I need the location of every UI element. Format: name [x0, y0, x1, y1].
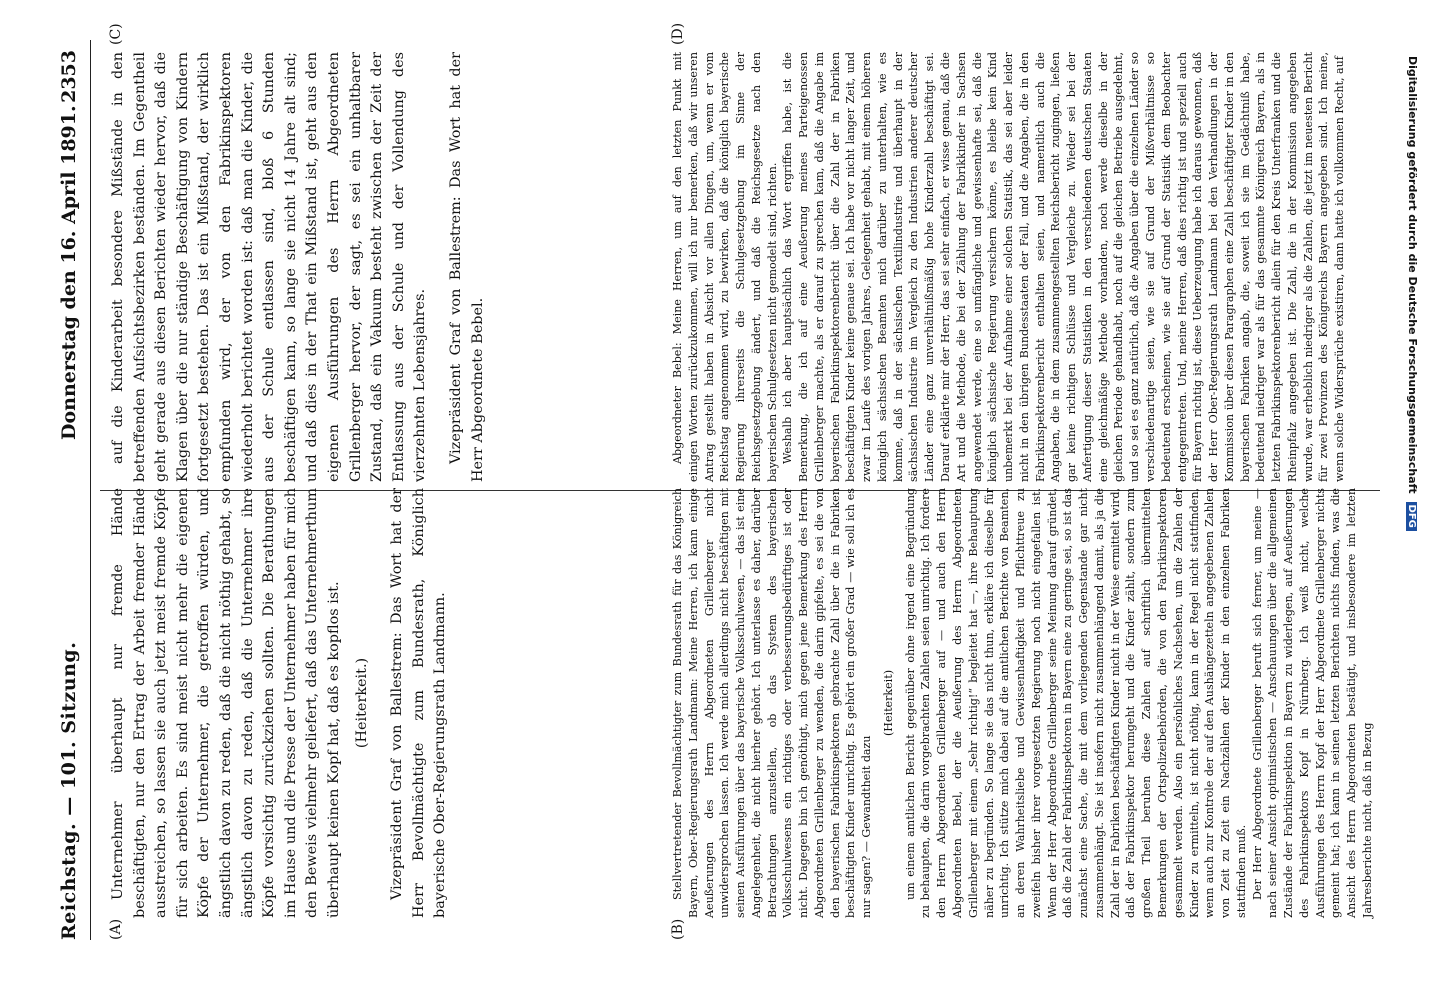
- dfg-logo: DFG: [1406, 502, 1417, 531]
- dfg-credit-text: Digitalisierung gefördert durch die Deutsche Forschungsgemeinschaft: [1406, 56, 1419, 494]
- column-left-bottom: [670, 488, 1376, 918]
- header-rule: [90, 40, 91, 940]
- column-left-top: [108, 488, 452, 918]
- column-right-bottom: [670, 52, 1348, 482]
- paragraph: Stellvertretender Bevollmächtigter zum Bundesrath für das Königreich Bayern, Ober-Regierungsrath Landmann: Meine Herren, ich kann einige Aeußerungen des Herrn Abgeordneten Grillenberger nicht unwidersprochen lassen. Ich werde mich allerdings nicht beschäftigen mit seinen Ausführungen über das bayerische Volksschulwesen, — das ist eine Angelegenheit, die nicht hierher gehört. Ich unterlasse es daher, darüber Betrachtungen anzustellen, ob das System des bayerischen Volksschulwesens ein richtiges oder verbesserungsbedürftiges ist oder nicht. Dagegen bin ich genöthigt, mich gegen jene Bemerkung des Herrn Abgeordneten Grillenberger zu wenden, die darin gipfelte, es sei die von den bayerischen Fabrikinspektoren gebrachte Zahl über die in Fabriken beschäftigten Kinder unrichtig. Es gehört ein großer Grad — wie soll ich es nur sagen? — Gewandtheit dazu: [671, 488, 874, 918]
- margin-mark-b: (B): [670, 918, 686, 940]
- paragraph: Vizepräsident Graf von Ballestrem: Das Wort hat der Herr Bevollmächtigte zum Bundesrath, Königlich bayerische Ober-Regierungsrath Landmann.: [389, 488, 449, 918]
- paragraph: auf die Kinderarbeit besondere Mißstände in den betreffenden Aufsichtsbezirken beständen. Im Gegentheil geht gerade aus diesen Berichten wieder hervor, daß die Klagen über die nur ständige Beschäftigung von Kindern fortgesetzt bestehen. Das ist ein Mißstand, der wirklich empfunden wird, der von den Fabrikinspektoren wiederholt berichtet worden ist: daß man die Kinder, die aus der Schule entlassen sind, bloß 6 Stunden beschäftigen kann, so lange sie nicht 14 Jahre alt sind; und daß dies in der That ein Mißstand ist, geht aus den eigenen Ausführungen des Herrn Abgeordneten Grillenberger hervor, der sagt, es sei ein unhaltbarer Zustand, daß ein Vakuum besteht zwischen der Zeit der Entlassung aus der Schule und der Vollendung des vierzehnten Lebensjahres.: [110, 52, 429, 482]
- paragraph: Abgeordneter Bebel: Meine Herren, um auf den letzten Punkt mit einigen Worten zurückzukommen, will ich nur bemerken, daß wir unseren Antrag gestellt haben in Absicht vor allen Dingen, um, wenn er vom Reichstag angenommen wird, zu bewirken, daß die königlich bayerische Regierung ihrerseits die Schulgesetzgebung im Sinne der Reichsgesetzgebung ändert, und daß die Reichsgesetze nach den bayerischen Schulgesetzen nicht gemodelt sind, richten.: [671, 52, 779, 482]
- interjection: (Heiterkeit): [881, 669, 895, 737]
- paragraph: Der Herr Abgeordnete Grillenberger beruft sich ferner, um meine — nach seiner Ansicht optimistischen — Anschauungen über die allgemeinen Zustände der Fabrikinspektion in Bayern zu widerlegen, auf Aeußerungen des Fabrikinspektors Kopf in Nürnberg. Ich weiß nicht, welche Ausführungen des Herrn Kopf der Herr Abgeordnete Grillenberger nichts gemeint hat; ich kann in seinen letzten Berichten nichts finden, was die Ansicht des Herrn Abgeordneten bestätigt, und insbesondere im letzten Jahresberichte nicht, daß in Bezug: [1250, 488, 1374, 918]
- dfg-credit: [1403, 56, 1419, 956]
- paragraph: Weshalb ich aber hauptsächlich das Wort ergriffen habe, ist die Bemerkung, die ich auf eine Aeußerung meines Parteigenossen Grillenberger machte, als er darauf zu sprechen kam, daß die Angabe im bayerischen Fabrikinspektorenbericht über die Zahl der in Fabriken beschäftigten Kinder keine genaue sei. Ich habe vor nicht langer Zeit, und zwar im Laufe des vorigen Jahres, Gelegenheit gehabt, mit einem höheren königlich sächsischen Beamten mich darüber zu unterhalten, wie es komme, daß in der sächsischen Textilindustrie und überhaupt in der sächsischen Industrie im Vergleich zu den Industrien anderer deutscher Länder eine ganz unverhältnißmäßig hohe Kinderzahl beschäftigt sei. Darauf erklärte mir der Herr, das sei sehr einfach, er wisse genau, daß die Art und die Methode, die bei der Zählung der Fabrikkinder in Sachsen angewendet werde, eine so umfängliche und gewissenhafte sei, daß die königlich sächsische Regierung versichern könne, es bleibe kein Kind unbemerkt bei der Aufnahme einer solchen Statistik, das sei aber leider nicht in den übrigen Bundesstaaten der Fall, und die Angaben, die in den Fabrikinspektorenbericht enthalten seien, und namentlich auch die Angaben, die in dem zusammengestellten Reichsbericht zugingen, ließen gar keine richtigen Schlüsse und Vergleiche zu. Wieder sei bei der Anfertigung dieser Statistiken in den verschiedenen deutschen Staaten eine gleichmäßige Methode vorhanden, noch werde dieselbe in der gleichen Periode gehandhabt, noch auf die gleichen Betriebe ausgedehnt, und so sei es ganz natürlich, daß die Angaben über die einzelnen Länder so verschiedenartige seien, wie sie auf Grund der Mißverhältnisse so bedeutend erscheinen, wie sie auf Grund der Statistik dem Beobachter entgegentreten. Und, meine Herren, daß dies richtig ist und speziell auch für Bayern richtig ist, diese Ueberzeugung habe ich daraus gewonnen, daß der Herr Ober-Regierungsrath Landmann bei den Verhandlungen in der Kommission über diesen Paragraphen eine Zahl beschäftigter Kinder in den bayerischen Fabriken angab, die, soweit ich sie im Gedächtniß habe, bedeutend niedriger war als für das gesammte Königreich Bayern, als in letzten Fabrikinspektorenbericht allein für den Kreis Unterfranken und die Rheinpfalz angegeben ist. Die Zahl, die in der Kommission angegeben wurde, war erheblich niedriger als die Zahlen, die jetzt im neuesten Bericht für zwei Provinzen des Königreichs Bayern angegeben sind. Ich meine, wenn solche Widersprüche existiren, dann hatte ich vollkommen Recht, auf: [781, 52, 1347, 482]
- paragraph: Vizepräsident Graf von Ballestrem: Das Wort hat der Herr Abgeordnete Bebel.: [447, 52, 486, 482]
- margin-mark-a: (A): [108, 918, 124, 940]
- header-date: Donnerstag den 16. April 1891.: [58, 105, 80, 440]
- paragraph: Unternehmer überhaupt nur fremde Hände beschäftigten, nur den Ertrag der Arbeit fremder Hände ausstreichen, so lassen sie auch jetzt meist fremde Köpfe für sich arbeiten. Es sind meist nicht mehr die eigenen Köpfe der Unternehmer, die getroffen würden, und ängstlich davon zu reden, daß die nicht nöthig gehabt, so ängstlich davon zu reden, daß die Unternehmer ihre Köpfe vorsichtig zurückziehen sollten. Die Berathungen im Hause und die Presse der Unternehmer haben für mich den Beweis vielmehr geliefert, daß das Unternehmerthum überhaupt keinen Kopf hat, daß es kopflos ist.: [110, 488, 342, 918]
- paragraph: um einem amtlichen Bericht gegenüber ohne irgend eine Begründung zu behaupten, die darin vorgebrachten Zahlen seien unrichtig. Ich fordere den Herrn Abgeordneten Grillenberger auf — und auch den Herrn Abgeordneten Bebel, der die Aeußerung des Herrn Abgeordneten Grillenberger mit einem „Sehr richtig!“ begleitet hat —, ihre Behauptung näher zu begründen. So lange sie das nicht thun, erkläre ich dieselbe für unrichtig. Ich stütze mich dabei auf die amtlichen Berichte von Beamten, an deren Wahrheitsliebe und Gewissenhaftigkeit und Pflichttreue zu zweifeln bisher ihrer vorgesetzten Regierung noch nicht eingefallen ist. Wenn der Herr Abgeordnete Grillenberger seine Meinung darauf gründet, daß die Zahl der Fabrikinspektoren in Bayern eine zu geringe sei, so ist das zunächst eine Sache, die mit dem vorliegenden Gegenstande gar nicht zusammenhängt. Sie ist insofern nicht zusammenhängend damit, als ja die Zahl der in Fabriken beschäftigten Kinder nicht in der Weise ermittelt wird, daß der Fabrikinspektor herumgeht und die Kinder zählt, sondern zum großen Theil beruhen diese Zahlen auf schriftlich übermittelten Bemerkungen der Ortspolizeibehörden, die von den Fabrikinspektoren gesammelt werden. Also ein persönliches Nachsehen, um die Zahlen der Kinder zu ermitteln, ist nicht nöthig, kann in der Regel nicht stattfinden, wenn auch zur Kontrole der auf den Aushängezetteln angegebenen Zahlen von Zeit zu Zeit ein Nachzählen der Kinder in den einzelnen Fabriken stattfinden muß.: [903, 488, 1248, 918]
- page-header: [58, 40, 88, 960]
- margin-mark-c: (C): [108, 23, 124, 45]
- margin-mark-d: (D): [670, 22, 686, 45]
- interjection: (Heiterkeit.): [353, 657, 370, 749]
- header-left: Reichstag. — 101. Sitzung.: [58, 641, 80, 940]
- page-number: 2353: [58, 50, 80, 103]
- column-right-top: [108, 52, 489, 482]
